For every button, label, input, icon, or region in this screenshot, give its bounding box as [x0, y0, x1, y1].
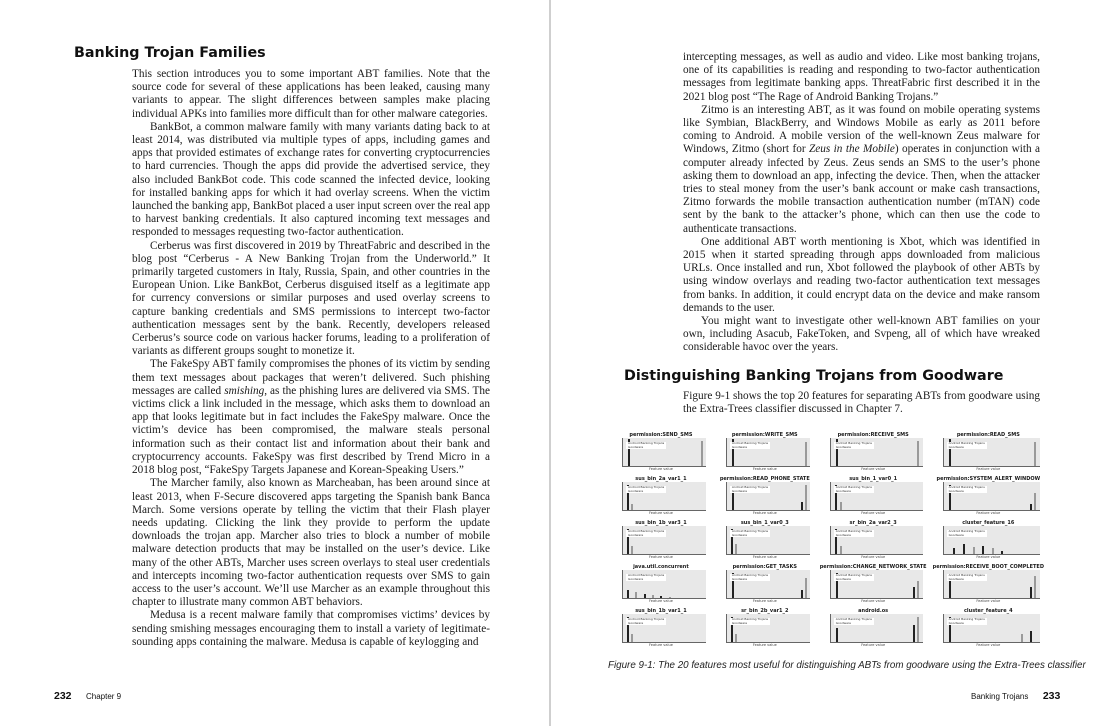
histogram-panel — [716, 608, 814, 650]
abt-bar — [917, 617, 919, 642]
legend-entry: Android Banking Trojans — [731, 529, 769, 533]
goodware-bar — [801, 502, 803, 510]
x-axis-label: Feature value — [648, 555, 673, 559]
legend-entry: Goodware — [628, 444, 644, 449]
panel-title: sr_bin_2b_var1_2 — [741, 608, 789, 614]
body-paragraph: BankBot, a common malware family with many variants dating back to at least 2014, was distributed via multiple types of apps, including games and apps that provided estimates of exchange rates for converting cryptocurrencies to hard currencies. Though the apps did provide the advertised service, they also included BankBot code. This code scanned the infected device, looking for installed banking apps for which it had overlay screens. When the victim launched the banking app, BankBot placed a user input screen over the real app to harvest banking credentials. It also captured incoming text messages and responded to messages requesting two-factor authentication. — [132, 120, 490, 239]
legend-entry: Android Banking Trojans — [731, 573, 769, 577]
running-head: Banking Trojans — [971, 692, 1029, 701]
panel-legend — [834, 618, 874, 625]
panel-plot-area — [830, 438, 923, 467]
body-paragraph: intercepting messages, as well as audio and video. Like most banking trojans, one of its capabilities is reading and responding to two-factor authentication messages from legitimate banking apps. ThreatFabric first described it in the 2021 blog post “The Rage of Android Banking Trojans.” — [683, 51, 1040, 103]
histogram-panel — [716, 520, 814, 562]
panel-legend — [626, 618, 666, 625]
panel-title: permission:RECEIVE_SMS — [837, 432, 909, 438]
figure-intro-paragraph: Figure 9-1 shows the top 20 features for separating ABTs from goodware using the Extra-Trees classifier discussed in Chapter 7. — [683, 390, 1040, 416]
legend-entry: Android Banking Trojans — [948, 573, 985, 577]
abt-bar — [735, 544, 737, 554]
panel-legend — [834, 530, 874, 537]
panel-title: cluster_feature_16 — [962, 520, 1015, 526]
x-axis-label: Feature value — [976, 643, 1001, 647]
abt-bar — [1034, 493, 1036, 510]
panel-title: android.os — [858, 608, 889, 614]
histogram-panel — [716, 476, 814, 518]
left-footer — [54, 686, 121, 704]
body-paragraph: The FakeSpy ABT family compromises the phones of its victim by sending them text messages about packages that weren’t delivered. Such phishing messages are called smishing, as the phishing lures are delivered via SMS. The victims click a link included in the message, which asks them to download an app that looks legitimate but in fact includes the FakeSpy malware. Once the victim’s device has been compromised, the malware steals personal information such as their contact list and information about their bank and cryptocurrency accounts. FakeSpy was first described by Trend Micro in a 2018 blog post, “FakeSpy Targets Japanese and Korean-Speaking Users.” — [132, 358, 490, 477]
right-footer — [971, 686, 1060, 704]
histogram-panel — [933, 564, 1044, 606]
legend-entry: Android Banking Trojans — [628, 485, 665, 489]
body-paragraph: Cerberus was first discovered in 2019 by ThreatFabric and described in the blog post “Cerberus - A New Banking Trojan from the Underworld.” It primarily targeted customers in Italy, Russia, Spain, and other countries in the European Union. Like BankBot, Cerberus disguised itself as a legitimate app for currency conversions or similar purposes and used overlay screens to capture banking credentials and SMS permissions to intercept two-factor authentication messages sent by the bank. Recently, developers released Cerberus’s source code on various hacker forums, leading to a proliferation of variants as different groups sought to monetize it. — [132, 239, 490, 358]
page-number: 232 — [54, 690, 72, 702]
legend-entry: Android Banking Trojans — [731, 617, 769, 621]
x-axis-label: Feature value — [861, 643, 886, 647]
goodware-bar — [644, 594, 646, 598]
histogram-panel — [933, 476, 1044, 518]
panel-title: permission:SYSTEM_ALERT_WINDOW — [936, 476, 1041, 482]
abt-bar — [669, 597, 671, 598]
histogram-panel — [820, 520, 927, 562]
panel-legend — [834, 442, 874, 449]
body-paragraph: Zitmo is an interesting ABT, as it was found on mobile operating systems like Symbian, BlackBerry, and Windows Mobile as early as 2011 before coming to Android. A mobile version of the well-known Zeus malware for Windows, Zitmo (short for Zeus in the Mobile) operates in conjunction with a computer already infected by Zeus. Zeus sends an SMS to the user’s phone asking them to download an app, infecting the device. Then, when the attacker tries to steal money from the user’s bank account or make cash transactions, Zitmo forwards the mobile transaction authentication number (mTAN) code sent by the bank to the attacker’s phone, which can then use the code to authenticate transactions. — [683, 103, 1040, 235]
goodware-bar — [1030, 587, 1032, 598]
panel-legend — [947, 574, 987, 581]
goodware-bar — [627, 590, 629, 598]
abt-bar — [1034, 442, 1036, 466]
panel-plot-area — [830, 570, 923, 599]
histogram-panel — [933, 432, 1044, 474]
goodware-bar — [982, 546, 984, 554]
legend-entry: Goodware — [948, 488, 964, 493]
figure-intro-text — [683, 390, 1040, 416]
section-heading-banking-trojan-families: Banking Trojan Families — [74, 45, 266, 61]
panel-plot-area — [943, 482, 1040, 511]
panel-title: java.util.concurrent — [633, 564, 689, 570]
x-axis-label: Feature value — [976, 511, 1001, 515]
panel-legend — [730, 574, 770, 581]
panel-plot-area — [726, 438, 810, 467]
panel-plot-area — [943, 438, 1040, 467]
x-axis-label: Feature value — [648, 643, 673, 647]
panel-title: sr_bin_2a_var2_3 — [849, 520, 897, 526]
panel-legend — [730, 442, 770, 449]
legend-entry: Android Banking Trojans — [731, 441, 769, 445]
legend-entry: Goodware — [628, 488, 644, 493]
abt-bar — [1021, 634, 1023, 642]
histogram-panel — [612, 608, 710, 650]
legend-entry: Android Banking Trojans — [835, 573, 872, 577]
panel-title: cluster_feature_4 — [963, 608, 1013, 614]
legend-entry: Android Banking Trojans — [731, 485, 769, 489]
legend-entry: Goodware — [628, 576, 644, 581]
body-paragraph: Medusa is a recent malware family that compromises victims’ devices by sending smishing messages encouraging them to install a variety of legitimate-sounding apps containing the malware. Medusa is capable of keylogging and — [132, 609, 490, 648]
panel-title: sus_bin_1_var0_1 — [849, 476, 898, 482]
panel-plot-area — [830, 614, 923, 643]
panel-title: permission:WRITE_SMS — [731, 432, 798, 438]
goodware-bar — [953, 548, 955, 554]
legend-entry: Android Banking Trojans — [835, 617, 872, 621]
panel-legend — [947, 486, 987, 493]
histogram-panel — [820, 476, 927, 518]
section-heading-distinguishing: Distinguishing Banking Trojans from Goodware — [624, 368, 1004, 384]
abt-bar — [805, 485, 807, 510]
legend-entry: Android Banking Trojans — [835, 485, 872, 489]
legend-entry: Android Banking Trojans — [835, 441, 872, 445]
panel-title: permission:GET_TASKS — [732, 564, 797, 570]
legend-entry: Goodware — [835, 488, 851, 493]
panel-legend — [947, 442, 987, 449]
panel-plot-area — [622, 438, 706, 467]
goodware-bar — [1001, 551, 1003, 554]
panel-plot-area — [830, 482, 923, 511]
abt-bar — [631, 504, 633, 510]
goodware-bar — [1030, 631, 1032, 642]
x-axis-label: Feature value — [752, 511, 777, 515]
histogram-panel — [612, 564, 710, 606]
panel-legend — [626, 442, 666, 449]
goodware-bar — [963, 544, 965, 554]
panel-legend — [834, 486, 874, 493]
goodware-bar — [913, 587, 915, 598]
x-axis-label: Feature value — [861, 511, 886, 515]
x-axis-label: Feature value — [861, 599, 886, 603]
body-paragraph: You might want to investigate other well-known ABT families on your own, including Asacub, FakeToken, and Svpeng, all of which have wreaked considerable havoc over the years. — [683, 315, 1040, 354]
x-axis-label: Feature value — [976, 599, 1001, 603]
histogram-panel — [933, 520, 1044, 562]
abt-bar — [631, 634, 633, 642]
legend-entry: Android Banking Trojans — [948, 441, 985, 445]
goodware-bar — [1030, 504, 1032, 510]
panel-legend — [730, 618, 770, 625]
legend-entry: Goodware — [731, 576, 748, 581]
panel-plot-area — [622, 570, 706, 599]
left-page — [0, 0, 549, 726]
goodware-bar — [732, 493, 734, 510]
legend-entry: Goodware — [835, 532, 851, 537]
legend-entry: Goodware — [948, 532, 964, 537]
right-body-text — [683, 51, 1040, 355]
legend-entry: Android Banking Trojans — [628, 441, 665, 445]
legend-entry: Goodware — [835, 444, 851, 449]
x-axis-label: Feature value — [752, 467, 777, 471]
panel-plot-area — [830, 526, 923, 555]
histogram-panel — [612, 432, 710, 474]
panel-title: permission:READ_SMS — [956, 432, 1020, 438]
x-axis-label: Feature value — [976, 467, 1001, 471]
x-axis-label: Feature value — [648, 599, 673, 603]
goodware-bar — [913, 625, 915, 642]
abt-bar — [1034, 576, 1036, 598]
panel-title: sus_bin_2a_var1_1 — [635, 476, 687, 482]
legend-entry: Android Banking Trojans — [628, 529, 665, 533]
legend-entry: Android Banking Trojans — [948, 485, 985, 489]
panel-legend — [730, 530, 770, 537]
legend-entry: Goodware — [628, 620, 644, 625]
histogram-panel — [716, 564, 814, 606]
panel-title: sus_bin_1b_var3_1 — [635, 520, 687, 526]
legend-entry: Android Banking Trojans — [948, 617, 985, 621]
abt-bar — [635, 592, 637, 598]
panel-plot-area — [622, 614, 706, 643]
panel-legend — [834, 574, 874, 581]
x-axis-label: Feature value — [648, 467, 673, 471]
histogram-panel — [933, 608, 1044, 650]
abt-bar — [917, 581, 919, 598]
panel-title: permission:RECEIVE_BOOT_COMPLETED — [932, 564, 1044, 570]
legend-entry: Android Banking Trojans — [948, 529, 985, 533]
panel-plot-area — [622, 482, 706, 511]
legend-entry: Android Banking Trojans — [628, 573, 665, 577]
histogram-panel — [612, 520, 710, 562]
legend-entry: Goodware — [731, 620, 748, 625]
figure-9-1 — [612, 432, 1044, 654]
goodware-bar — [801, 590, 803, 598]
panel-title: permission:SEND_SMS — [629, 432, 693, 438]
panel-plot-area — [943, 614, 1040, 643]
abt-bar — [973, 547, 975, 554]
legend-entry: Goodware — [731, 488, 748, 493]
panel-legend — [626, 530, 666, 537]
abt-bar — [735, 634, 737, 642]
panel-plot-area — [943, 570, 1040, 599]
panel-title: permission:READ_PHONE_STATE — [719, 476, 810, 482]
abt-bar — [917, 441, 919, 466]
legend-entry: Goodware — [835, 620, 851, 625]
histogram-panel — [612, 476, 710, 518]
feature-histogram-grid — [612, 432, 1044, 650]
panel-plot-area — [622, 526, 706, 555]
legend-entry: Goodware — [835, 576, 851, 581]
abt-bar — [840, 502, 842, 510]
legend-entry: Goodware — [731, 444, 748, 449]
figure-caption: Figure 9-1: The 20 features most useful for distinguishing ABTs from goodware using the Extra-Trees classifier — [608, 660, 1086, 671]
abt-bar — [631, 546, 633, 554]
running-head: Chapter 9 — [85, 692, 122, 701]
panel-plot-area — [726, 614, 810, 643]
body-paragraph: This section introduces you to some important ABT families. Note that the source code for several of these applications has been leaked, causing many variants to appear. The slight differences between samples make placing individual APKs into families more difficult than for other malware categories. — [132, 68, 490, 120]
histogram-panel — [716, 432, 814, 474]
panel-legend — [626, 574, 666, 581]
panel-plot-area — [726, 482, 810, 511]
x-axis-label: Feature value — [752, 555, 777, 559]
histogram-panel — [820, 432, 927, 474]
body-paragraph: One additional ABT worth mentioning is Xbot, which was identified in 2015 when it started spreading through apps downloaded from malicious URLs. Once installed and run, Xbot followed the playbook of other ABTs by using window overlays and reading two-factor authentication text messages from banks. In addition, it could encrypt data on the device and make ransom demands to the user. — [683, 235, 1040, 314]
goodware-bar — [836, 628, 838, 642]
panel-legend — [947, 618, 987, 625]
legend-entry: Goodware — [731, 532, 748, 537]
panel-title: sus_bin_1b_var1_1 — [635, 608, 687, 614]
panel-plot-area — [943, 526, 1040, 555]
page-number: 233 — [1042, 690, 1061, 702]
panel-legend — [626, 486, 666, 493]
panel-plot-area — [726, 526, 810, 555]
histogram-panel — [820, 564, 927, 606]
abt-bar — [805, 578, 807, 598]
abt-bar — [840, 546, 842, 554]
panel-legend — [730, 486, 770, 493]
abt-bar — [701, 441, 703, 466]
panel-legend — [947, 530, 987, 537]
x-axis-label: Feature value — [752, 599, 777, 603]
legend-entry: Goodware — [628, 532, 644, 537]
x-axis-label: Feature value — [976, 555, 1001, 559]
x-axis-label: Feature value — [861, 555, 886, 559]
legend-entry: Android Banking Trojans — [835, 529, 872, 533]
histogram-panel — [820, 608, 927, 650]
abt-bar — [992, 548, 994, 554]
panel-title: permission:CHANGE_NETWORK_STATE — [819, 564, 927, 570]
legend-entry: Android Banking Trojans — [628, 617, 665, 621]
abt-bar — [805, 442, 807, 466]
legend-entry: Goodware — [948, 444, 964, 449]
panel-plot-area — [726, 570, 810, 599]
panel-title: sus_bin_1_var0_3 — [740, 520, 789, 526]
x-axis-label: Feature value — [648, 511, 673, 515]
legend-entry: Goodware — [948, 620, 964, 625]
goodware-bar — [660, 596, 662, 598]
x-axis-label: Feature value — [861, 467, 886, 471]
x-axis-label: Feature value — [752, 643, 777, 647]
left-body-text — [132, 68, 490, 649]
body-paragraph: The Marcher family, also known as Marcheaban, has been around since at least 2013, when F-Secure discovered apps targeting the Spanish bank Banca March. Some versions operate by telling the victim that their Flash player needs updating. Clicking the link they provide to perform the update downloads the trojan app. Marcher also tries to block a number of mobile malware detection products that may be installed on the user’s device. Like many of the other ABTs, Marcher uses screen overlays to steal user credentials and intercepts incoming two-factor authentication requests over SMS to gain access to the user’s account. We’ll use Marcher as an example throughout this chapter to illustrate many common ABT behaviors. — [132, 477, 490, 609]
abt-bar — [652, 595, 654, 598]
legend-entry: Goodware — [948, 576, 964, 581]
